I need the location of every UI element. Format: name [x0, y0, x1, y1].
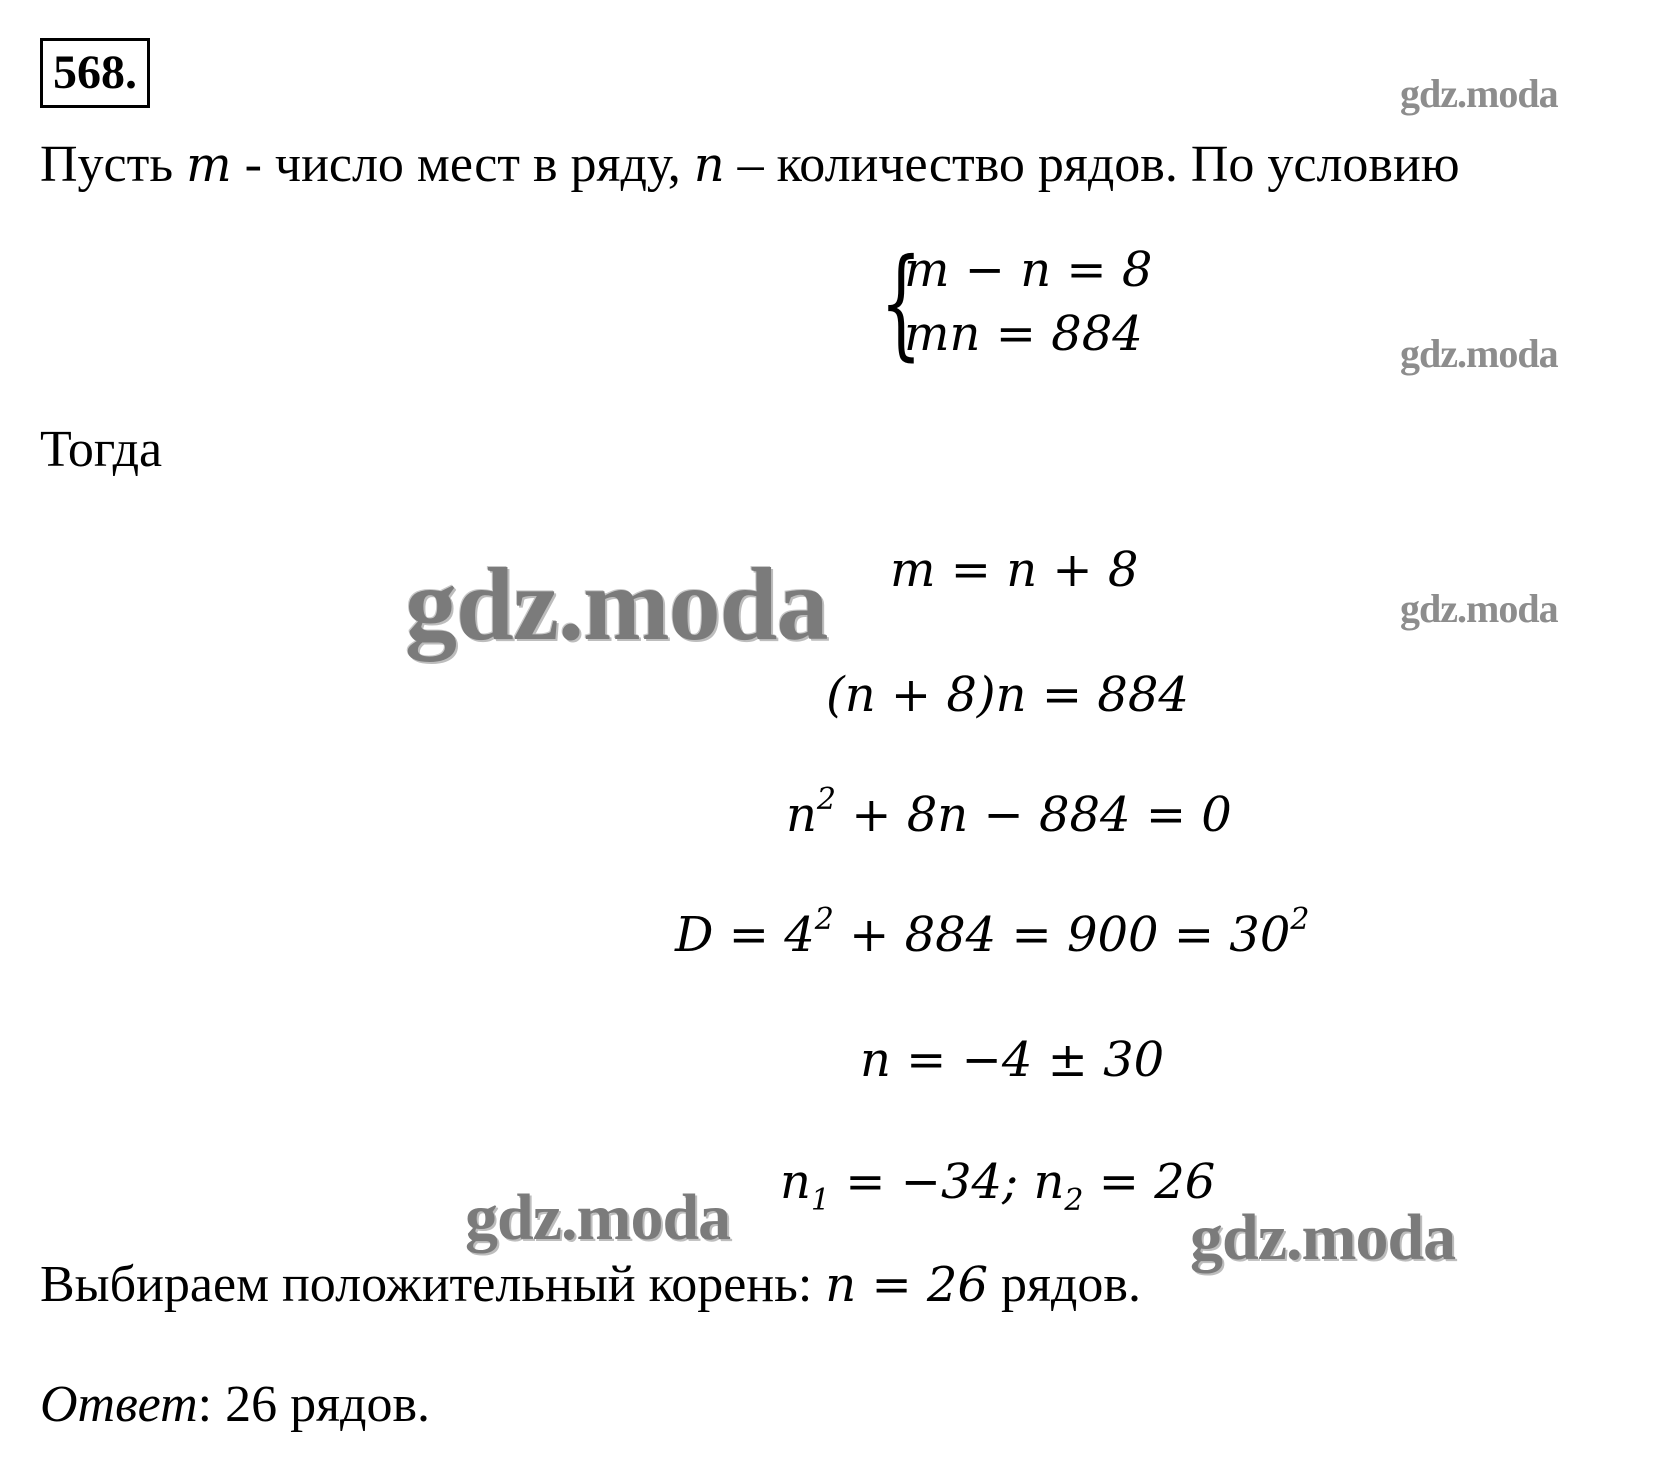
conclusion-unit: рядов.: [988, 1256, 1141, 1313]
system-eq1: m − n = 8: [904, 242, 1153, 298]
watermark: gdz.moda: [405, 547, 828, 662]
var-m: m: [186, 137, 232, 193]
intro-sentence: [40, 135, 1460, 195]
then-label: Тогда: [40, 421, 163, 478]
problem-number: 568.: [40, 38, 150, 108]
step-discriminant: [675, 902, 1310, 965]
answer-value: : 26 рядов.: [197, 1376, 430, 1433]
watermark: gdz.moda: [465, 1181, 731, 1254]
eq6-sub2: 2: [1064, 1183, 1084, 1218]
eq4-exponent-1: 2: [814, 902, 834, 937]
watermark: gdz.moda: [1400, 71, 1558, 116]
eq4-part-a: D = 4: [675, 907, 815, 963]
answer: [40, 1375, 430, 1435]
var-n: n: [693, 137, 725, 193]
watermark: gdz.moda: [1400, 331, 1558, 376]
eq6-end: = 26: [1083, 1154, 1216, 1210]
step-eq1: m = n + 8: [890, 542, 1139, 598]
eq6-mid: = −34; n: [830, 1154, 1065, 1210]
eq3-base: n: [786, 787, 817, 843]
eq4-exponent-2: 2: [1290, 902, 1310, 937]
watermark: gdz.moda: [1400, 586, 1558, 631]
watermark: gdz.moda: [1190, 1201, 1456, 1274]
brace-icon: {: [880, 234, 922, 373]
step-eq2: (n + 8)n = 884: [826, 667, 1189, 723]
eq3-exponent: 2: [816, 782, 837, 817]
intro-part2: - число мест в ряду,: [231, 136, 694, 193]
conclusion-sentence: [40, 1255, 1141, 1315]
eq6-n1: n: [780, 1154, 811, 1210]
conclusion-math: n = 26: [825, 1257, 989, 1313]
step-eq3: [786, 782, 1232, 845]
system-eq2: mn = 884: [904, 306, 1143, 362]
eq4-part-b: + 884 = 900 = 30: [833, 907, 1291, 963]
eq3-rest: + 8n − 884 = 0: [836, 787, 1232, 843]
step-roots: [780, 1152, 1216, 1218]
intro-part3: – количество рядов. По условию: [724, 136, 1460, 193]
step-roots-formula: n = −4 ± 30: [860, 1032, 1165, 1088]
intro-part1: Пусть: [40, 136, 187, 193]
answer-label: Ответ: [40, 1376, 198, 1433]
eq6-sub1: 1: [810, 1183, 831, 1218]
conclusion-text: Выбираем положительный корень:: [40, 1256, 826, 1313]
